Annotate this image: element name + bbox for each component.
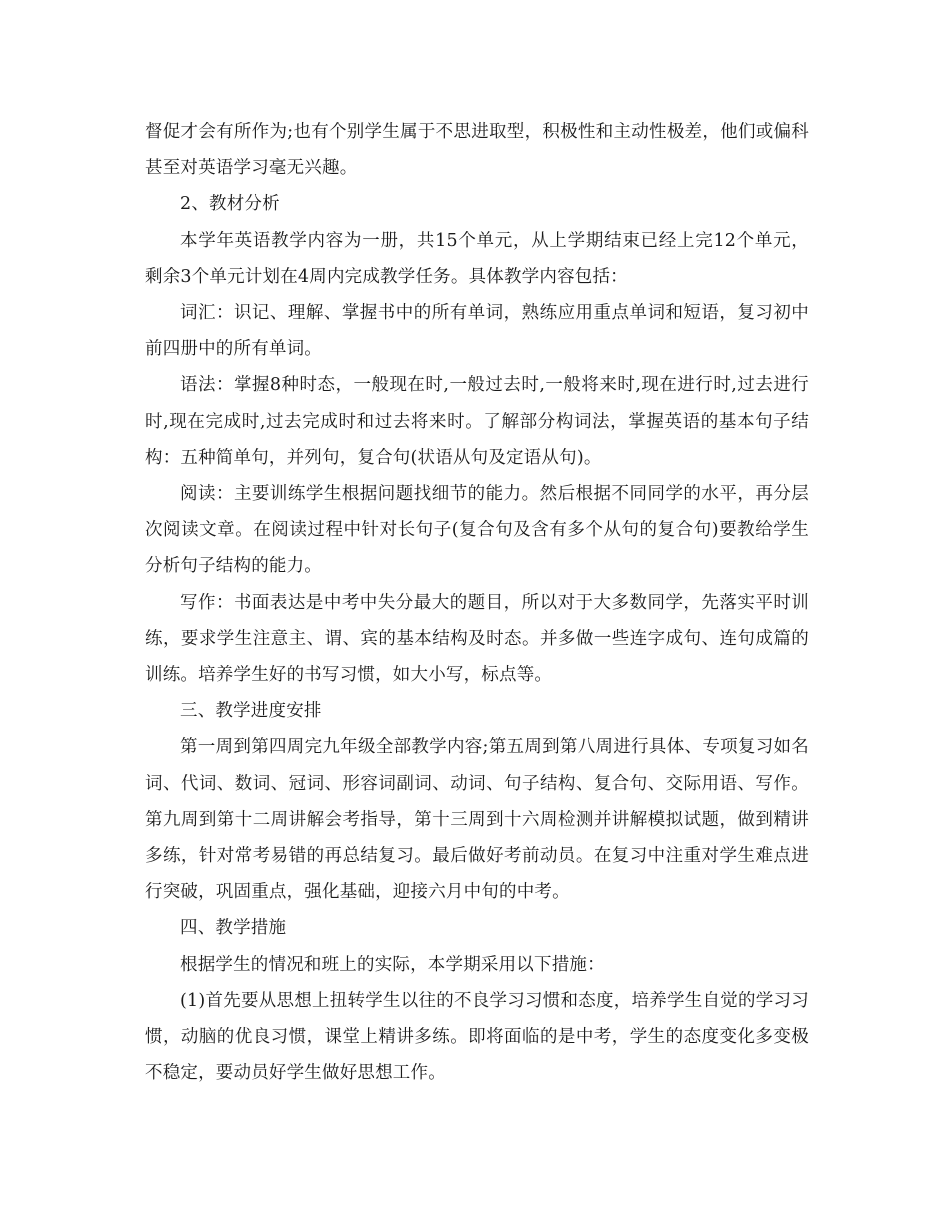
paragraph-continuation: 督促才会有所作为;也有个别学生属于不思进取型，积极性和主动性极差，他们或偏科甚至对英语学习毫无兴趣。 [145, 122, 809, 179]
paragraph-writing: 写作：书面表达是中考中失分最大的题目，所以对于大多数同学，先落实平时训练，要求学生注意主、谓、宾的基本结构及时态。并多做一些连字成句、连句成篇的训练。培养学生好的书写习惯，如大小写，标点等。 [145, 592, 809, 686]
section-heading-measures: 四、教学措施 [180, 918, 287, 939]
paragraph-textbook-overview: 本学年英语教学内容为一册，共15个单元，从上学期结束已经上完12个单元，剩余3个单元计划在4周内完成教学任务。具体教学内容包括： [145, 230, 809, 287]
paragraph-measure-1: (1)首先要从思想上扭转学生以往的不良学习习惯和态度，培养学生自觉的学习习惯，动脑的优良习惯，课堂上精讲多练。即将面临的是中考，学生的态度变化多变极不稳定，要动员好学生做好思想工作。 [145, 990, 809, 1084]
paragraph-vocabulary: 词汇：识记、理解、掌握书中的所有单词，熟练应用重点单词和短语，复习初中前四册中的所有单词。 [145, 303, 809, 360]
paragraph-grammar: 语法：掌握8种时态，一般现在时,一般过去时,一般将来时,现在进行时,过去进行时,现在完成时,过去完成时和过去将来时。了解部分构词法，掌握英语的基本句子结构：五种简单句，并列句，复合句(状语从句及定语从句)。 [145, 375, 809, 468]
paragraph-measures-intro: 根据学生的情况和班上的实际，本学期采用以下措施： [180, 954, 605, 975]
paragraph-reading: 阅读：主要训练学生根据问题找细节的能力。然后根据不同同学的水平，再分层次阅读文章。在阅读过程中针对长句子(复合句及含有多个从句的复合句)要教给学生分析句子结构的能力。 [145, 484, 809, 577]
section-heading-textbook-analysis: 2、教材分析 [180, 194, 280, 215]
section-heading-schedule: 三、教学进度安排 [180, 701, 322, 722]
paragraph-schedule: 第一周到第四周完九年级全部教学内容;第五周到第八周进行具体、专项复习如名词、代词、数词、冠词、形容词副词、动词、句子结构、复合句、交际用语、写作。第九周到第十二周讲解会考指导，第十三周到十六周检测并讲解模拟试题，做到精讲多练，针对常考易错的再总结复习。最后做好考前动员。在复习中注重对学生难点进行突破，巩固重点，强化基础，迎接六月中旬的中考。 [145, 737, 809, 903]
document-body [145, 114, 809, 1091]
